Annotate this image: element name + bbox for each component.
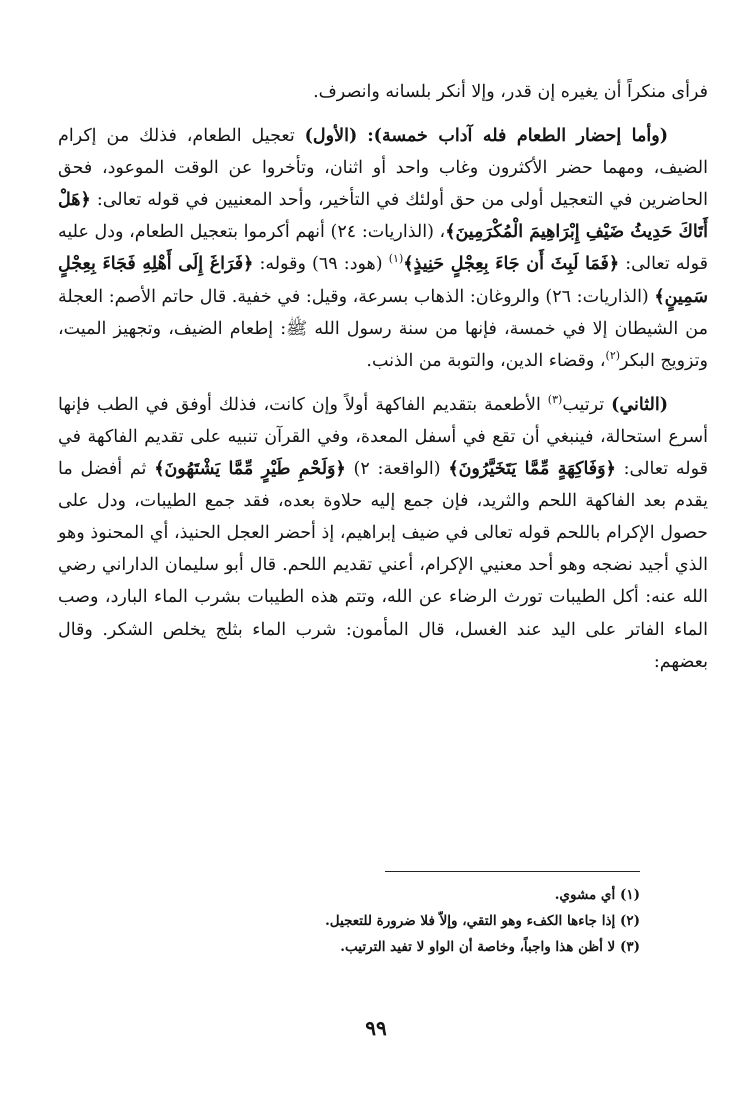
paragraph-2-text: تعجيل الطعام، فذلك من إكرام الضيف، ومهما حضر الأكثرون وغاب واحد أو اثنان، وتأخروا عن الوقت الموعود، فحق الحاضرين في التعجيل أولى من حق أولئك في التأخير، وأحد المعنيين في قوله تعالى: xyxy=(58,126,708,211)
footnote-1: (١) أي مشوي. xyxy=(554,887,640,903)
paragraph-3-text: الأطعمة بتقديم الفاكهة أولاً وإن كانت، فذلك أوفق في الطب فإنها أسرع استحالة، فينبغي أن تقع في أسفل المعدة، وفي القرآن تنبيه على تقديم الفاكهة في قوله تعالى: xyxy=(58,394,709,480)
paragraph-1-text: فرأى منكراً أن يغيره إن قدر، وإلا أنكر بلسانه وانصرف. xyxy=(313,82,708,102)
quran-verse: ﴿وَفَاكِهَةٍ مِّمَّا يَتَخَيَّرُونَ﴾ xyxy=(448,459,616,480)
paragraph-2-text: ، وقضاء الدين، والتوبة من الذنب. xyxy=(366,350,606,371)
footnote-separator xyxy=(385,871,640,872)
paragraph-gap xyxy=(58,108,708,120)
quran-verse: ﴿فَرَاغَ إِلَى أَهْلِهِ فَجَاءَ بِعِجْلٍ سَمِينٍ﴾ xyxy=(58,254,708,307)
paragraph-3-text: ترتيب xyxy=(562,394,612,415)
footnote-2: (٢) إذا جاءها الكفء وهو التقي، وإلاّ فلا ضرورة للتعجيل. xyxy=(325,913,640,929)
quran-verse: ﴿وَلَحْمِ طَيْرٍ مِّمَّا يَشْتَهُونَ﴾ xyxy=(154,459,346,480)
paragraph-2-text: (الذاريات: ٢٦) والروغان: الذهاب بسرعة، وقيل: في خفية. قال حاتم الأصم: العجلة من الشيطان إلا في خمسة، فإنها من سنة رسول الله ﷺ: إطعام الضيف، وتجهيز الميت، وتزويج البكر xyxy=(58,286,708,371)
page-number: ٩٩ xyxy=(365,1016,387,1040)
paragraph-2 xyxy=(58,120,708,377)
paragraph-2-text: (هود: ٦٩) وقوله: xyxy=(253,254,389,275)
paragraph-1 xyxy=(58,76,708,108)
paragraph-3-text: (الواقعة: ٢) xyxy=(345,459,449,480)
footnote-ref: (٣) xyxy=(547,393,563,407)
paragraph-3-text: ثم أفضل ما يقدم بعد الفاكهة اللحم والثريد، فإن جمع إليه حلاوة بعده، فقد جمع الطيبات، ودل على حصول الإكرام باللحم قوله تعالى في ضيف إبراهيم، إذ أحضر العجل الحنيذ، أي المحنوذ وهو الذي أجيد نضجه وهو أحد معنيي الإكرام، أعني تقديم اللحم. قال أبو سليمان الداراني رضي الله عنه: أكل الطيبات تورث الرضاء عن الله، وتتم هذه الطيبات بشرب الماء البارد، وصب الماء الفاتر على اليد عند الغسل، قال المأمون: شرب الماء بثلج يخلص الشكر. وقال بعضهم: xyxy=(58,459,708,672)
paragraph-3 xyxy=(58,389,708,678)
quran-verse: ﴿هَلْ أَتَاكَ حَدِيثُ ضَيْفِ إِبْرَاهِيمَ الْمُكْرَمِينَ﴾ xyxy=(58,190,708,243)
footnote-ref: (٢) xyxy=(605,348,621,362)
item-label-second: (الثاني) xyxy=(611,394,668,415)
quran-verse: ﴿فَمَا لَبِثَ أَن جَاءَ بِعِجْلٍ حَنِيذٍ﴾ xyxy=(403,254,620,275)
footnote-ref: (١) xyxy=(388,252,404,266)
footnote-3: (٣) لا أظن هذا واجباً، وخاصة أن الواو لا تفيد الترتيب. xyxy=(340,939,640,955)
item-label-first: (الأول) xyxy=(304,126,358,147)
main-text xyxy=(58,76,708,678)
section-heading-food-etiquette: (وأما إحضار الطعام فله آداب خمسة): xyxy=(367,126,668,147)
paragraph-2-text: ، (الذاريات: ٢٤) أنهم أكرموا بتعجيل الطعام، ودل عليه قوله تعالى: xyxy=(58,222,708,275)
paragraph-gap xyxy=(58,377,708,389)
footnotes xyxy=(80,882,640,960)
